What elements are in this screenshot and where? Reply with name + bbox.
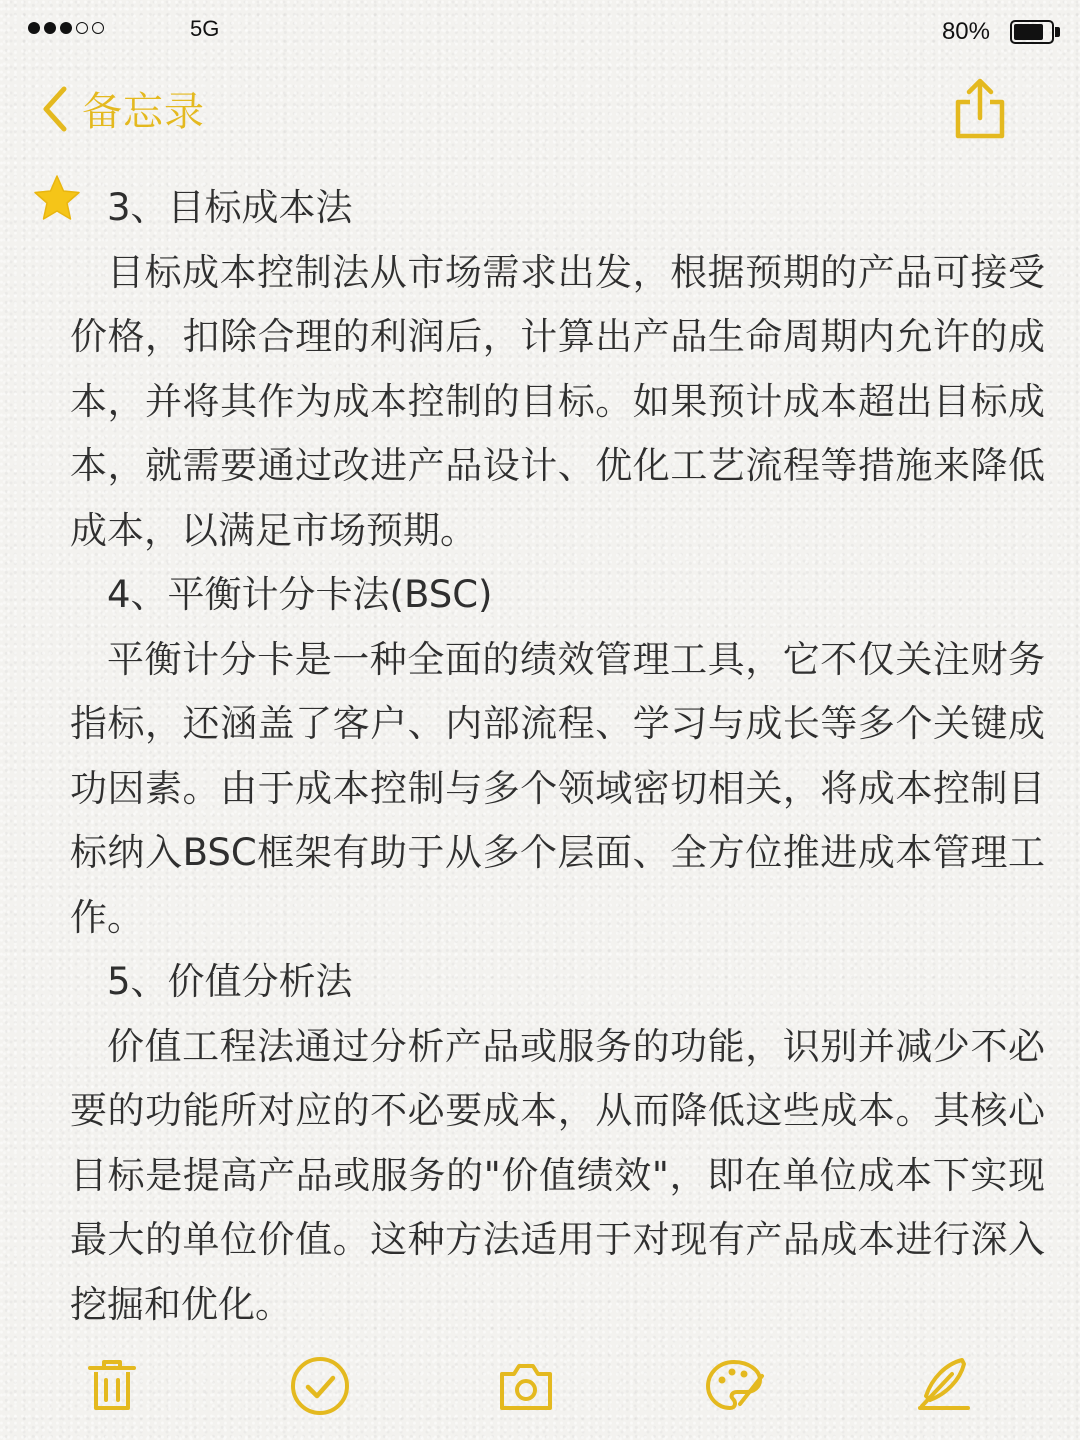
- navigation-bar: [0, 70, 1080, 150]
- battery-cap: [1055, 27, 1060, 37]
- section-heading: 5、价值分析法: [107, 960, 353, 1003]
- network-type: 5G: [190, 16, 220, 41]
- note-paragraph: 价值工程法通过分析产品或服务的功能，识别并减少不必要的功能所对应的不必要成本，从而降低这些成本。其核心目标是提高产品或服务的"价值绩效"，即在单位成本下实现最大的单位价值。这种方法适用于对现有产品成本进行深入挖掘和优化。: [70, 1024, 1045, 1326]
- checklist-button[interactable]: [284, 1350, 356, 1422]
- drawing-button[interactable]: [698, 1350, 770, 1422]
- note-body[interactable]: [70, 176, 1045, 1337]
- camera-icon: [490, 1350, 562, 1422]
- signal-strength-icon: [28, 22, 104, 34]
- share-icon: [950, 76, 1010, 142]
- signal-dot: [76, 22, 88, 34]
- chevron-left-icon: [40, 85, 70, 133]
- share-button[interactable]: [950, 76, 1010, 142]
- signal-dot: [44, 22, 56, 34]
- trash-icon: [76, 1350, 148, 1422]
- checkmark-icon: [284, 1350, 356, 1422]
- section-heading: 3、目标成本法: [107, 186, 353, 229]
- battery-icon: [1010, 20, 1054, 44]
- status-bar: [0, 0, 1080, 64]
- signal-dot: [92, 22, 104, 34]
- back-label: 备忘录: [82, 89, 205, 135]
- note-paragraph: 目标成本控制法从市场需求出发，根据预期的产品可接受价格，扣除合理的利润后，计算出产品生命周期内允许的成本，并将其作为成本控制的目标。如果预计成本超出目标成本，就需要通过改进产品设计、优化工艺流程等措施来降低成本，以满足市场预期。: [70, 250, 1045, 552]
- section-heading: 4、平衡计分卡法(BSC): [107, 573, 493, 616]
- signal-dot: [28, 22, 40, 34]
- note-paragraph: 平衡计分卡是一种全面的绩效管理工具，它不仅关注财务指标，还涵盖了客户、内部流程、学习与成长等多个关键成功因素。由于成本控制与多个领域密切相关，将成本控制目标纳入BSC框架有助于从多个层面、全方位推进成本管理工作。: [70, 637, 1045, 939]
- signal-dot: [60, 22, 72, 34]
- compose-icon: [906, 1350, 978, 1422]
- battery-level: [1014, 24, 1043, 40]
- battery-percentage: 80%: [941, 18, 990, 45]
- palette-icon: [698, 1350, 770, 1422]
- camera-button[interactable]: [490, 1350, 562, 1422]
- back-button[interactable]: [40, 80, 205, 137]
- bottom-toolbar: [0, 1350, 1080, 1422]
- delete-button[interactable]: [76, 1350, 148, 1422]
- compose-button[interactable]: [906, 1350, 978, 1422]
